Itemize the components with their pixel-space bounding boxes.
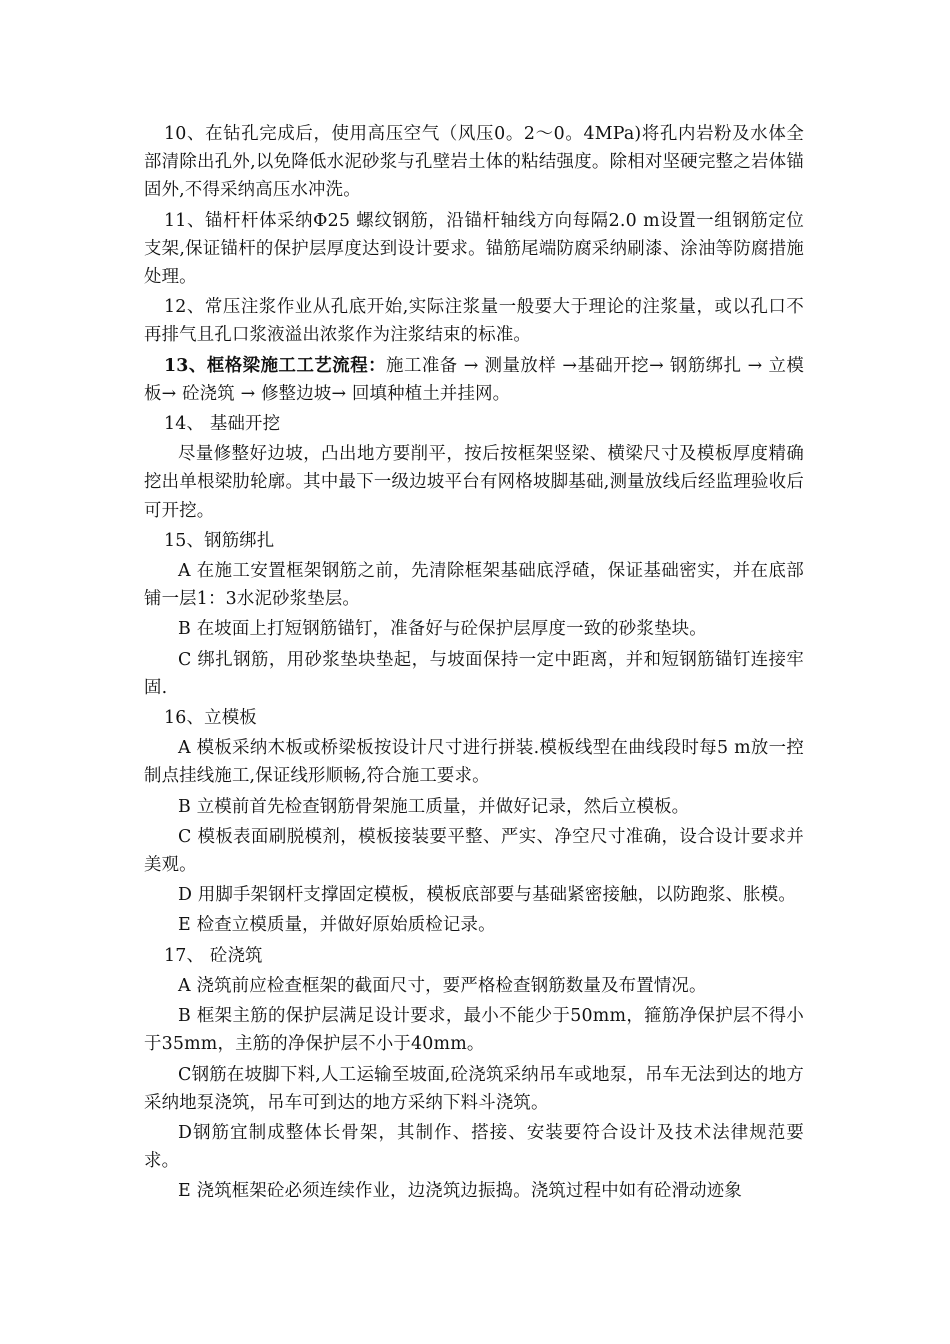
paragraph-16-d: D 用脚手架钢杆支撑固定模板，模板底部要与基础紧密接触，以防跑浆、胀模。 bbox=[178, 885, 796, 906]
heading-15: 15、钢筋绑扎 bbox=[164, 530, 275, 551]
paragraph-16-c: C 模板表面刷脱模剂，模板接装要平整、严实、净空尺寸准确，设合设计要求并美观。 bbox=[144, 826, 804, 876]
paragraph-17-e: E 浇筑框架砼必须连续作业，边浇筑边振捣。浇筑过程中如有砼滑动迹象 bbox=[178, 1181, 742, 1202]
paragraph-17-a: A 浇筑前应检查框架的截面尺寸，要严格检查钢筋数量及布置情况。 bbox=[178, 975, 707, 996]
paragraph-13-body: 施工准备 → 测量放样 →基础开挖→ 钢筋绑扎 → 立模板→ 砼浇筑 → 修整边坡→ 回填种植土并挂网。 bbox=[144, 355, 804, 404]
heading-14: 14、 基础开挖 bbox=[164, 414, 281, 435]
paragraph-12: 12、常压注浆作业从孔底开始,实际注浆量一般要大于理论的注浆量，或以孔口不再排气且孔口浆液溢出浓浆作为注浆结束的标准。 bbox=[144, 297, 804, 346]
document-page bbox=[144, 120, 804, 1208]
paragraph-17-b: B 框架主筋的保护层满足设计要求，最小不能少于50mm，箍筋净保护层不得小于35mm，主筋的净保护层不小于40mm。 bbox=[144, 1006, 804, 1055]
heading-17: 17、 砼浇筑 bbox=[164, 945, 263, 966]
paragraph-17-c: C钢筋在坡脚下料,人工运输至坡面,砼浇筑采纳吊车或地泵，吊车无法到达的地方采纳地泵浇筑，吊车可到达的地方采纳下料斗浇筑。 bbox=[144, 1064, 804, 1113]
paragraph-16-e: E 检查立模质量，并做好原始质检记录。 bbox=[178, 915, 496, 936]
paragraph-10: 10、在钻孔完成后，使用高压空气（风压0。2～0。4MPa)将孔内岩粉及水体全部清除出孔外,以免降低水泥砂浆与孔壁岩土体的粘结强度。除相对坚硬完整之岩体锚固外,不得采纳高压水冲洗。 bbox=[144, 124, 804, 201]
paragraph-11: 11、锚杆杆体采纳Φ25 螺纹钢筋，沿锚杆轴线方向每隔2.0 m设置一组钢筋定位支架,保证锚杆的保护层厚度达到设计要求。锚筋尾端防腐采纳刷漆、涂油等防腐措施处理。 bbox=[144, 210, 804, 288]
paragraph-15-b: B 在坡面上打短钢筋锚钉，准备好与砼保护层厚度一致的砂浆垫块。 bbox=[178, 619, 707, 640]
paragraph-13-heading: 13、框格梁施工工艺流程： bbox=[164, 355, 387, 376]
paragraph-13 bbox=[144, 352, 804, 408]
paragraph-15-a: A 在施工安置框架钢筋之前，先清除框架基础底浮碴，保证基础密实，并在底部铺一层1：3水泥砂浆垫层。 bbox=[144, 561, 804, 610]
paragraph-16-b: B 立模前首先检查钢筋骨架施工质量，并做好记录，然后立模板。 bbox=[178, 796, 690, 817]
paragraph-16-a: A 模板采纳木板或桥梁板按设计尺寸进行拼装.模板线型在曲线段时每5 m放一控制点挂线施工,保证线形顺畅,符合施工要求。 bbox=[144, 738, 804, 787]
heading-16: 16、立模板 bbox=[164, 708, 257, 729]
paragraph-15-c: C 绑扎钢筋，用砂浆垫块垫起，与坡面保持一定中距离，并和短钢筋锚钉连接牢固. bbox=[144, 649, 804, 698]
paragraph-14-body: 尽量修整好边坡，凸出地方要削平，按后按框架竖梁、横梁尺寸及模板厚度精确挖出单根梁肋轮廓。其中最下一级边坡平台有网格坡脚基础,测量放线后经监理验收后可开挖。 bbox=[144, 444, 804, 521]
paragraph-17-d: D钢筋宜制成整体长骨架，其制作、搭接、安装要符合设计及技术法律规范要求。 bbox=[144, 1122, 804, 1172]
